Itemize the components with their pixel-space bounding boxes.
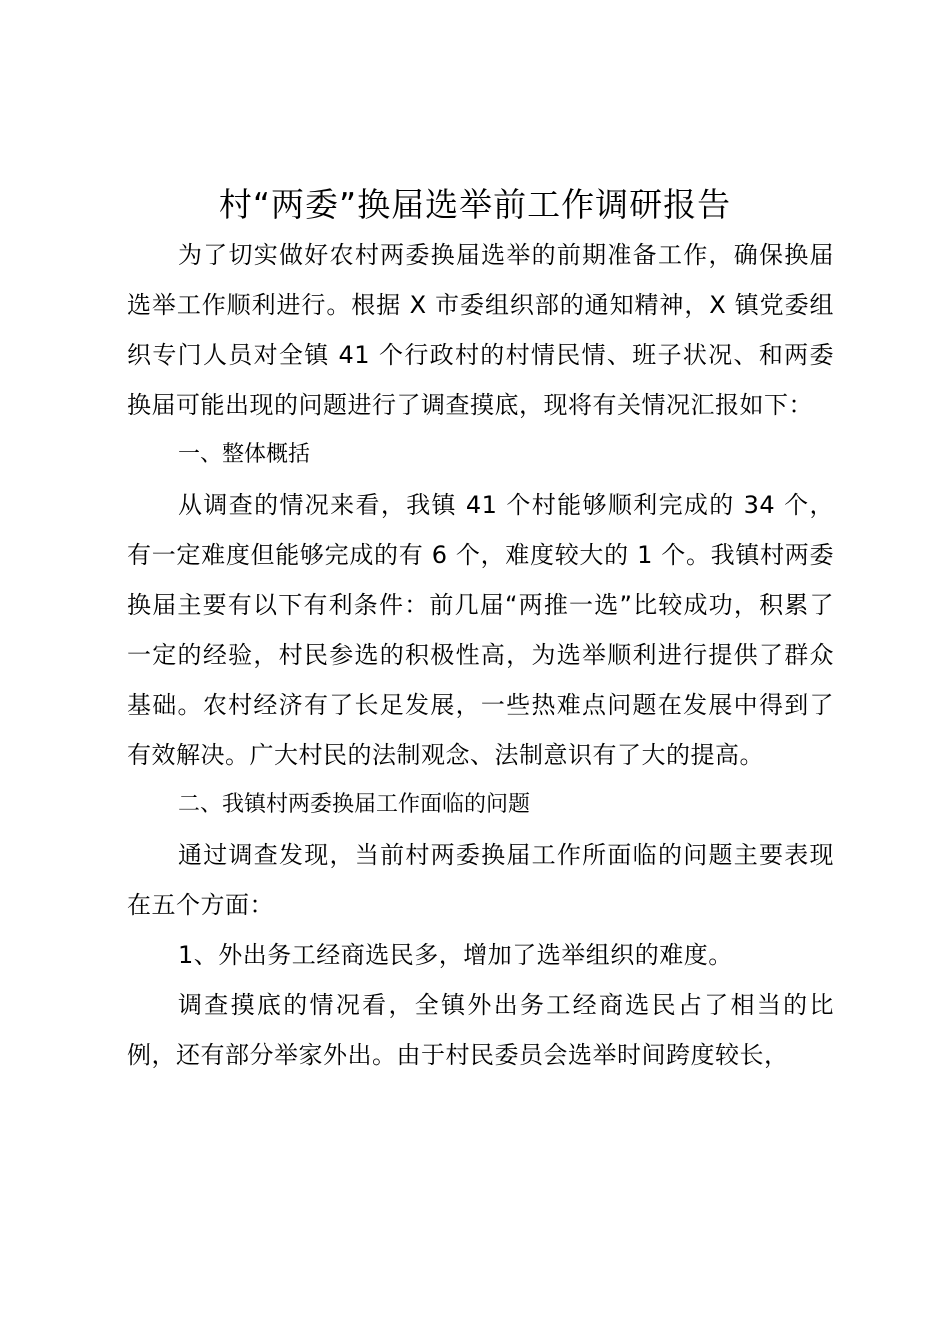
document-title: 村“两委”换届选举前工作调研报告 xyxy=(218,185,732,224)
problem-1-paragraph: 调查摸底的情况看，全镇外出务工经商选民占了相当的比例，还有部分举家外出。由于村民委员会选举时间跨度较长， xyxy=(127,991,834,1069)
section-heading-overview: 一、整体概括 xyxy=(178,442,311,467)
section-heading-problems: 二、我镇村两委换届工作面临的问题 xyxy=(178,792,531,817)
problems-intro-paragraph: 通过调查发现，当前村两委换届工作所面临的问题主要表现在五个方面： xyxy=(127,841,834,919)
document-body xyxy=(127,230,834,1080)
overview-paragraph: 从调查的情况来看，我镇 41 个村能够顺利完成的 34 个，有一定难度但能够完成的有 6 个，难度较大的 1 个。我镇村两委换届主要有以下有利条件：前几届“两推一选”比较成功，积累了一定的经验，村民参选的积极性高，为选举顺利进行提供了群众基础。农村经济有了长足发展，一些热难点问题在发展中得到了有效解决。广大村民的法制观念、法制意识有了大的提高。 xyxy=(127,491,834,769)
problem-item-1: 1、外出务工经商选民多，增加了选举组织的难度。 xyxy=(178,941,733,969)
intro-paragraph: 为了切实做好农村两委换届选举的前期准备工作，确保换届选举工作顺利进行。根据 X 市委组织部的通知精神，X 镇党委组织专门人员对全镇 41 个行政村的村情民情、班子状况、和两委换届可能出现的问题进行了调查摸底，现将有关情况汇报如下： xyxy=(127,241,834,419)
